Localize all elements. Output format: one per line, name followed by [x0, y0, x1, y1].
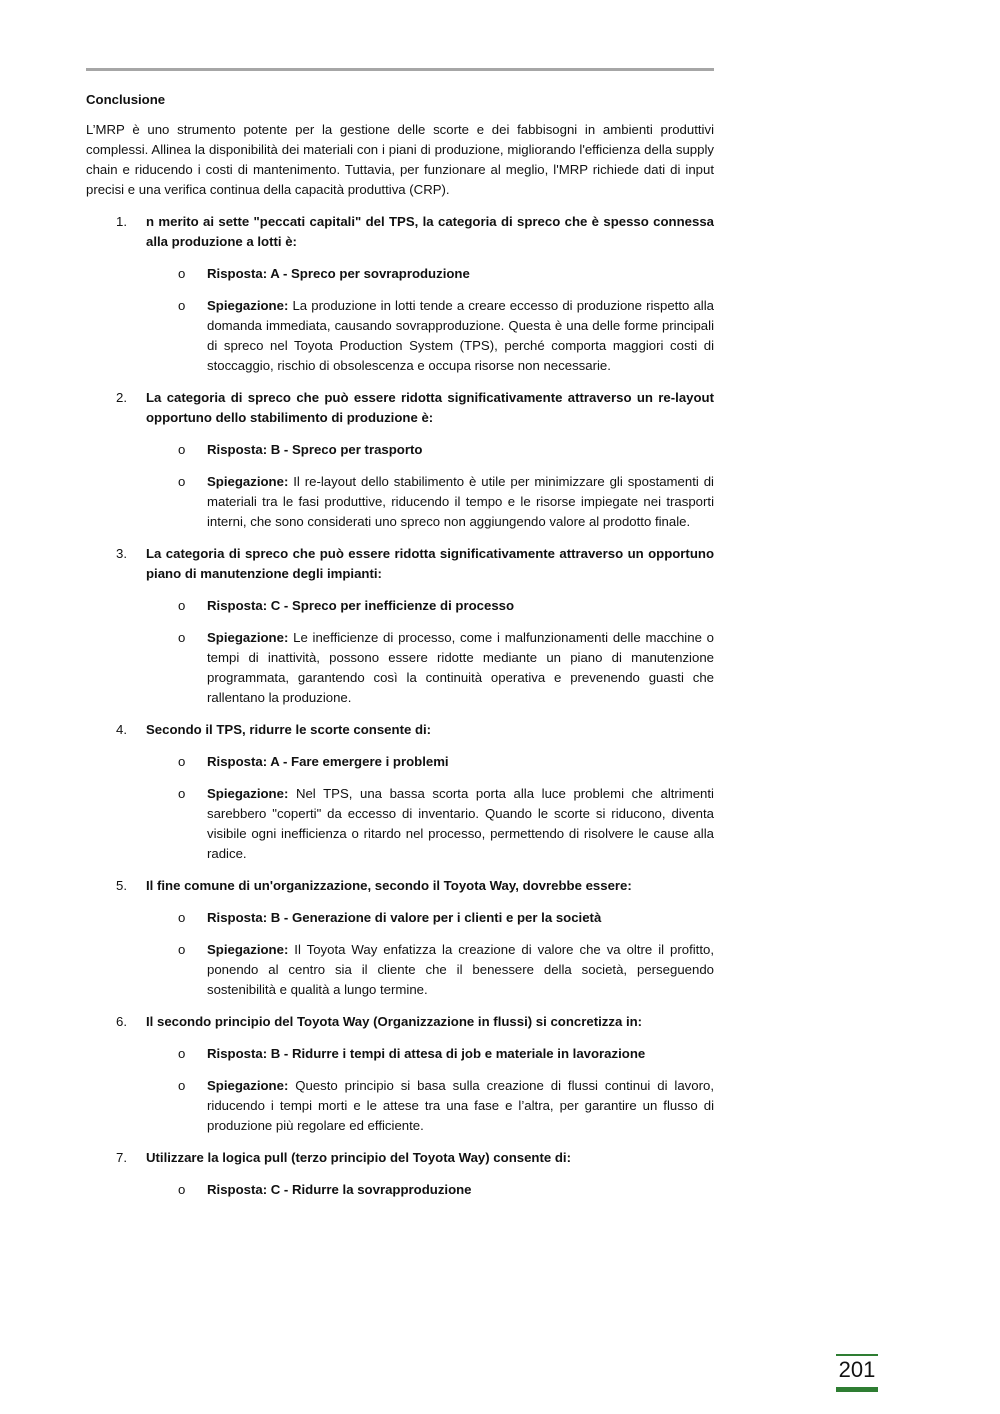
question-item — [86, 1148, 714, 1200]
circle-bullet-icon: o — [178, 1046, 186, 1061]
answer-text: Risposta: C - Spreco per inefficienze di processo — [207, 598, 515, 613]
question-text: Utilizzare la logica pull (terzo principio del Toyota Way) consente di: — [146, 1150, 571, 1165]
question-item — [86, 1012, 714, 1136]
page-number: 201 — [838, 1357, 876, 1382]
answer-list — [146, 1180, 714, 1200]
answer-text: Risposta: B - Ridurre i tempi di attesa di job e materiale in lavorazione — [207, 1046, 646, 1061]
circle-bullet-icon: o — [178, 754, 186, 769]
circle-bullet-icon: o — [178, 474, 186, 489]
answer-item — [146, 440, 714, 460]
circle-bullet-icon: o — [178, 786, 186, 801]
answer-item — [146, 1180, 714, 1200]
question-number: 3. — [116, 546, 127, 561]
explanation-text: La produzione in lotti tende a creare eccesso di produzione rispetto alla domanda immediata, causando sovrapproduzione. Questa è una delle forme principali di spreco nel Toyota Production System (TPS), perché comporta maggiori costi di stoccaggio, rischio di obsolescenza e occupa risorse non necessarie. — [207, 298, 714, 373]
question-text: La categoria di spreco che può essere ridotta significativamente attraverso un opportuno piano di manutenzione degli impianti: — [146, 546, 714, 581]
answer-list — [146, 1044, 714, 1136]
explanation-text: Il re-layout dello stabilimento è utile per minimizzare gli spostamenti di materiali tra le fasi produttive, riducendo il tempo e le risorse impiegate nei trasporti interni, che sono considerati uno spreco non aggiungendo valore al prodotto finale. — [207, 474, 714, 529]
answer-item — [146, 908, 714, 928]
explanation-text: Questo principio si basa sulla creazione di flussi continui di lavoro, riducendo i tempi morti e le attese tra una fase e l’altra, per garantire un flusso di produzione più regolare ed efficiente. — [207, 1078, 714, 1133]
answer-text: Risposta: A - Spreco per sovraproduzione — [207, 266, 470, 281]
answer-item — [146, 1044, 714, 1064]
section-heading: Conclusione — [86, 92, 166, 107]
circle-bullet-icon: o — [178, 630, 186, 645]
question-item — [86, 720, 714, 864]
explanation-item — [146, 1076, 714, 1136]
answer-item — [146, 752, 714, 772]
answer-text: Risposta: C - Ridurre la sovrapproduzione — [207, 1182, 472, 1197]
circle-bullet-icon: o — [178, 598, 186, 613]
question-item — [86, 544, 714, 708]
question-text: Il fine comune di un'organizzazione, secondo il Toyota Way, dovrebbe essere: — [146, 878, 632, 893]
question-item — [86, 388, 714, 532]
intro-paragraph: L’MRP è uno strumento potente per la gestione delle scorte e dei fabbisogni in ambienti produttivi complessi. Allinea la disponibilità dei materiali con i piani di produzione, migliorando l'efficienza della supply chain e riducendo i costi di mantenimento. Tuttavia, per funzionare al meglio, l'MRP richiede dati di input precisi e una verifica continua della capacità produttiva (CRP). — [86, 122, 714, 197]
circle-bullet-icon: o — [178, 910, 186, 925]
explanation-label: Spiegazione: — [207, 474, 289, 489]
question-text: Il secondo principio del Toyota Way (Organizzazione in flussi) si concretizza in: — [146, 1014, 643, 1029]
question-number: 6. — [116, 1014, 127, 1029]
question-number: 7. — [116, 1150, 127, 1165]
answer-list — [146, 264, 714, 376]
circle-bullet-icon: o — [178, 942, 186, 957]
question-text: n merito ai sette "peccati capitali" del TPS, la categoria di spreco che è spesso connessa alla produzione a lotti è: — [146, 214, 714, 249]
answer-text: Risposta: B - Spreco per trasporto — [207, 442, 423, 457]
question-number: 2. — [116, 390, 127, 405]
page-number-bottom-bar — [836, 1387, 878, 1392]
explanation-text: Il Toyota Way enfatizza la creazione di valore che va oltre il profitto, ponendo al centro sia il cliente che il benessere della società, perseguendo sostenibilità e qualità a lungo termine. — [207, 942, 714, 997]
answer-list — [146, 752, 714, 864]
page-content — [86, 90, 714, 1212]
explanation-label: Spiegazione: — [207, 786, 289, 801]
question-text: Secondo il TPS, ridurre le scorte consente di: — [146, 722, 432, 737]
question-number: 5. — [116, 878, 127, 893]
answer-item — [146, 264, 714, 284]
explanation-item — [146, 784, 714, 864]
question-list — [86, 212, 714, 1200]
answer-item — [146, 596, 714, 616]
question-item — [86, 212, 714, 376]
top-rule — [86, 68, 714, 71]
question-item — [86, 876, 714, 1000]
explanation-text: Le inefficienze di processo, come i malfunzionamenti delle macchine o tempi di inattività, possono essere ridotte mediante un piano di manutenzione programmata, garantendo così la continuità operativa e prevenendo guasti che rallentano la produzione. — [207, 630, 714, 705]
answer-text: Risposta: B - Generazione di valore per i clienti e per la società — [207, 910, 602, 925]
answer-list — [146, 596, 714, 708]
explanation-text: Nel TPS, una bassa scorta porta alla luce problemi che altrimenti sarebbero "coperti" da eccesso di inventario. Quando le scorte si riducono, diventa visibile ogni inefficienza o ritardo nel processo, permettendo di risolvere le cause alla radice. — [207, 786, 714, 861]
answer-list — [146, 908, 714, 1000]
explanation-label: Spiegazione: — [207, 630, 289, 645]
answer-list — [146, 440, 714, 532]
circle-bullet-icon: o — [178, 1078, 186, 1093]
circle-bullet-icon: o — [178, 266, 186, 281]
explanation-item — [146, 940, 714, 1000]
explanation-item — [146, 628, 714, 708]
circle-bullet-icon: o — [178, 1182, 186, 1197]
question-text: La categoria di spreco che può essere ridotta significativamente attraverso un re-layout opportuno dello stabilimento di produzione è: — [146, 390, 714, 425]
explanation-label: Spiegazione: — [207, 1078, 289, 1093]
explanation-label: Spiegazione: — [207, 942, 289, 957]
explanation-item — [146, 472, 714, 532]
explanation-item — [146, 296, 714, 376]
circle-bullet-icon: o — [178, 442, 186, 457]
question-number: 4. — [116, 722, 127, 737]
circle-bullet-icon: o — [178, 298, 186, 313]
question-number: 1. — [116, 214, 127, 229]
explanation-label: Spiegazione: — [207, 298, 289, 313]
answer-text: Risposta: A - Fare emergere i problemi — [207, 754, 449, 769]
